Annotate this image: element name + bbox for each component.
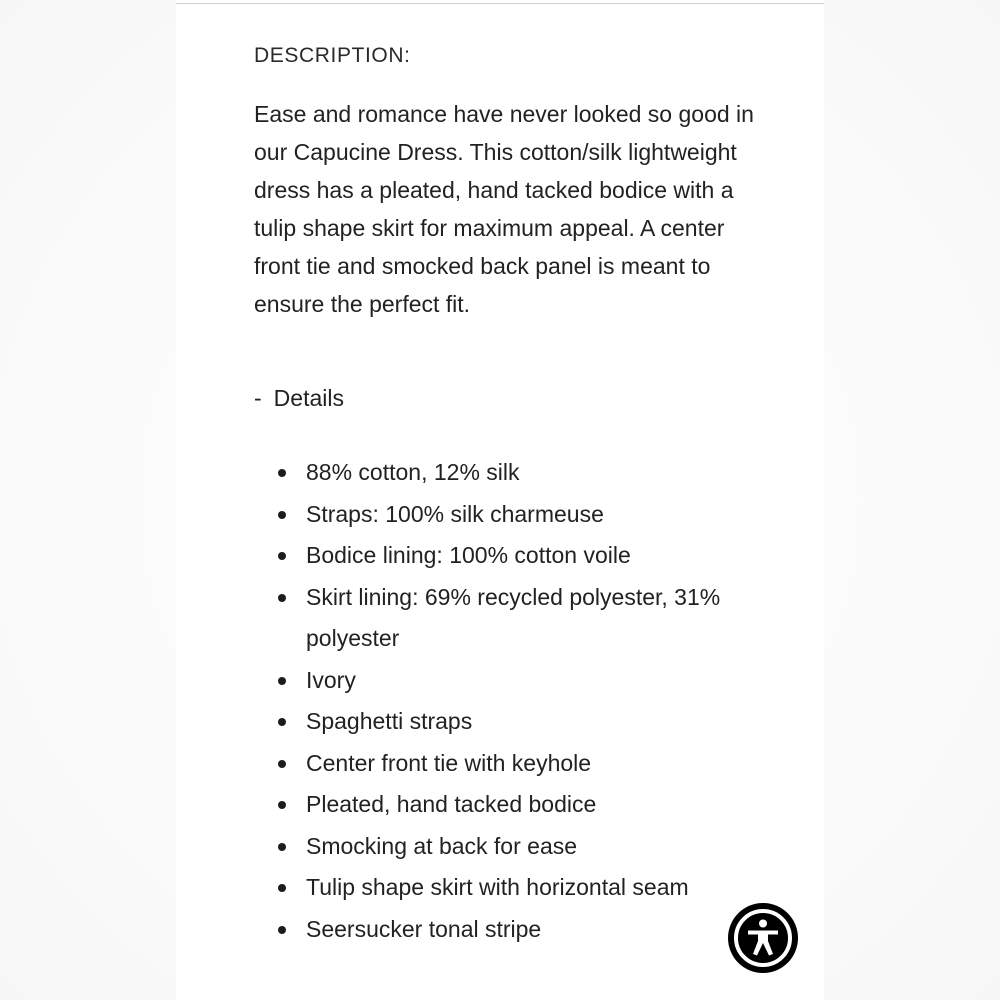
details-list-item: Seersucker tonal stripe: [254, 909, 734, 951]
bullet-icon: [278, 469, 286, 477]
details-list-item: Skirt lining: 69% recycled polyester, 31% polyester: [254, 577, 734, 660]
details-list-item: 88% cotton, 12% silk: [254, 452, 734, 494]
bullet-icon: [278, 884, 286, 892]
collapse-dash-icon: -: [254, 385, 262, 411]
accessibility-button[interactable]: [728, 903, 798, 973]
details-list-item: Ivory: [254, 660, 734, 702]
details-list-item: Center front tie with keyhole: [254, 743, 734, 785]
details-list: [254, 452, 734, 950]
details-list-item: Tulip shape skirt with horizontal seam: [254, 867, 734, 909]
details-list-item: Bodice lining: 100% cotton voile: [254, 535, 734, 577]
details-toggle[interactable]: [254, 380, 344, 416]
bullet-icon: [278, 594, 286, 602]
top-divider: [176, 3, 824, 4]
details-list-item: Smocking at back for ease: [254, 826, 734, 868]
bullet-icon: [278, 801, 286, 809]
bullet-icon: [278, 511, 286, 519]
bullet-icon: [278, 718, 286, 726]
bullet-icon: [278, 760, 286, 768]
description-text: Ease and romance have never looked so good in our Capucine Dress. This cotton/silk lightweight dress has a pleated, hand tacked bodice with a tulip shape skirt for maximum appeal. A center front tie and smocked back panel is meant to ensure the perfect fit.: [254, 101, 754, 317]
bullet-icon: [278, 843, 286, 851]
bullet-icon: [278, 677, 286, 685]
details-list-item: Straps: 100% silk charmeuse: [254, 494, 734, 536]
details-list-item: Spaghetti straps: [254, 701, 734, 743]
bullet-icon: [278, 926, 286, 934]
details-list-item: Pleated, hand tacked bodice: [254, 784, 734, 826]
bullet-icon: [278, 552, 286, 560]
accessibility-person-icon: [728, 903, 798, 973]
details-toggle-label: Details: [273, 385, 344, 411]
description-heading: DESCRIPTION:: [254, 44, 411, 67]
